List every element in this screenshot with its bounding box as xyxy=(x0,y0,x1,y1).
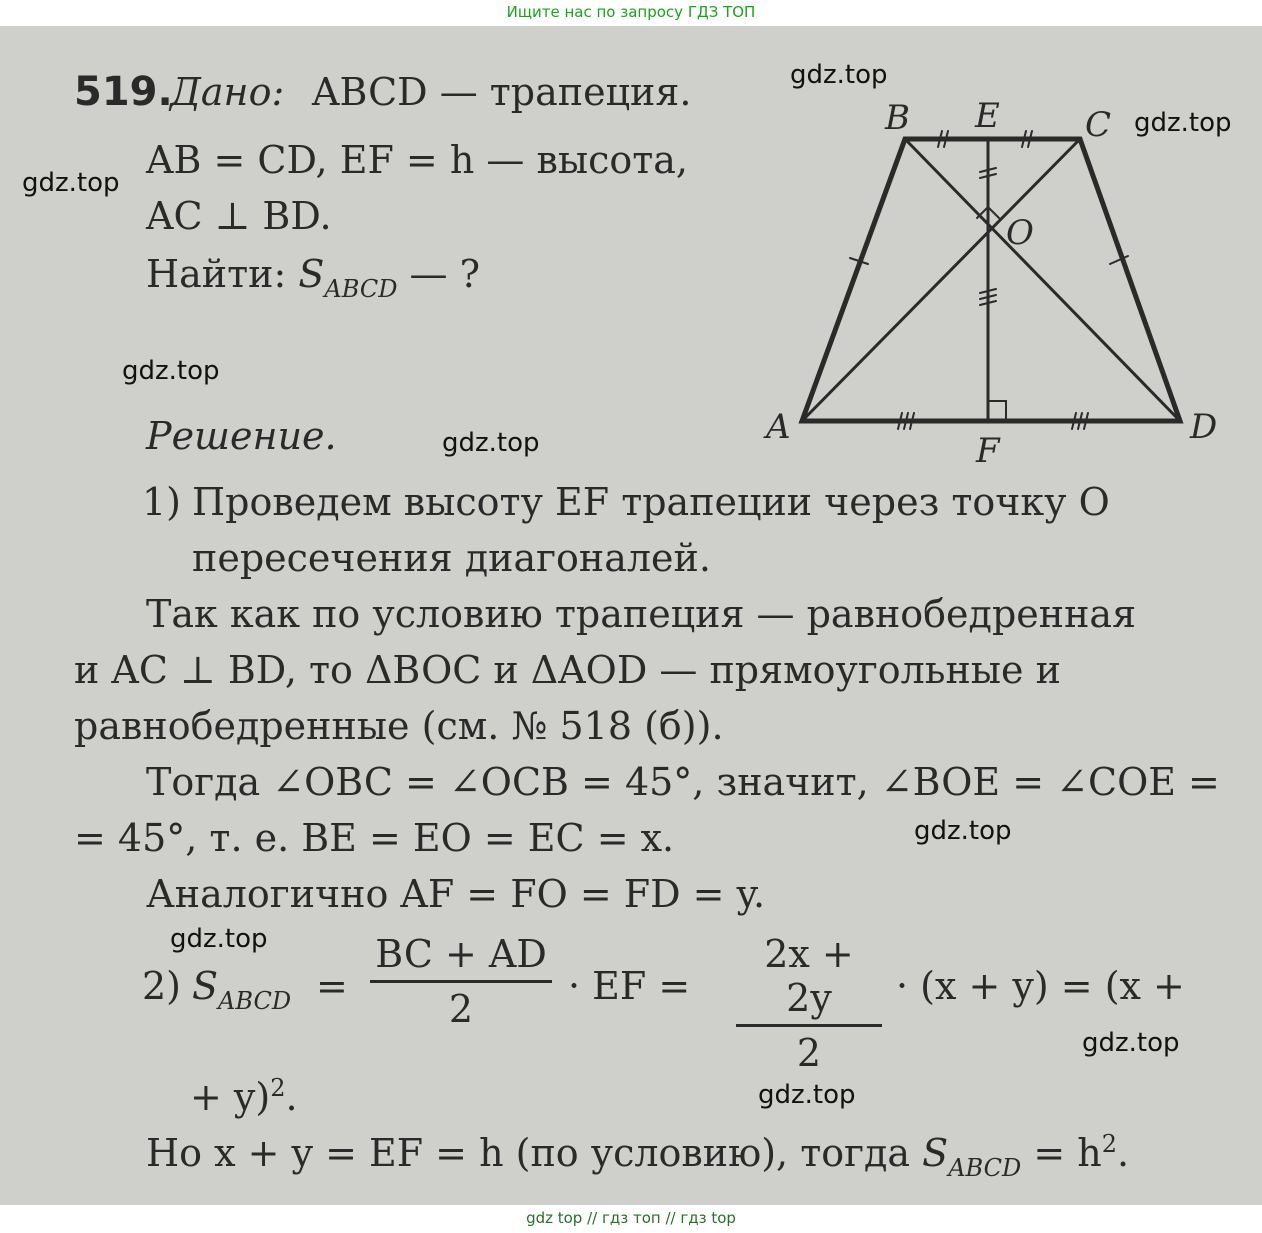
para-1-line-1: Так как по условию трапеция — равнобедренная xyxy=(146,592,1137,636)
problem-number: 519. xyxy=(74,69,173,115)
step-2-s-sub: ABCD xyxy=(218,987,292,1015)
label-e: E xyxy=(975,96,1000,136)
label-f: F xyxy=(976,431,1000,471)
bottom-banner[interactable]: gdz top // гдз топ // гдз top xyxy=(526,1209,736,1227)
trapezoid-outline xyxy=(802,139,1180,421)
right-angle-f xyxy=(988,401,1006,421)
diagonal-bd xyxy=(905,139,1180,421)
watermark: gdz.top xyxy=(914,816,1012,846)
step-2-line-2 xyxy=(190,1066,298,1119)
fraction-1-bar xyxy=(370,980,552,983)
watermark: gdz.top xyxy=(758,1080,856,1110)
ticks-af xyxy=(898,413,914,429)
watermark: gdz.top xyxy=(1082,1028,1180,1058)
fraction-2 xyxy=(736,932,882,1075)
watermark: gdz.top xyxy=(170,924,268,954)
top-banner[interactable]: Ищите нас по запросу ГДЗ ТОП xyxy=(506,3,756,21)
find-sub: ABCD xyxy=(324,275,398,303)
watermark: gdz.top xyxy=(122,356,220,386)
final-eq: = h xyxy=(1021,1131,1102,1175)
watermark: gdz.top xyxy=(442,428,540,458)
ticks-fd xyxy=(1072,413,1088,429)
label-c: C xyxy=(1085,105,1112,145)
label-d: D xyxy=(1190,407,1218,447)
given-line-3: AC ⊥ BD. xyxy=(146,194,332,238)
label-o: O xyxy=(1006,213,1034,253)
step-2-s-letter: S xyxy=(192,964,219,1008)
step-2-middle: · EF = xyxy=(568,964,691,1008)
find-label: Найти: xyxy=(146,252,287,296)
fraction-1 xyxy=(370,932,552,1031)
label-b: B xyxy=(885,98,910,138)
fraction-1-denominator: 2 xyxy=(448,987,474,1031)
textbook-page xyxy=(0,26,1262,1205)
fraction-1-numerator: BC + AD xyxy=(375,932,547,976)
final-dot: . xyxy=(1117,1131,1130,1175)
para-1-line-2: и AC ⊥ BD, то ΔBOC и ΔAOD — прямоугольные и xyxy=(74,648,1061,692)
find-tail: — ? xyxy=(409,252,480,296)
para-2-line-1: Тогда ∠OBC = ∠OCB = 45°, значит, ∠BOE = ∠COE = xyxy=(146,760,1220,804)
fraction-2-denominator: 2 xyxy=(796,1031,822,1075)
fraction-2-numerator: 2x + 2y xyxy=(764,932,854,1020)
ticks-fo xyxy=(980,289,996,305)
step-2-tail: · (x + y) = (x + xyxy=(896,964,1185,1008)
diagonal-ac xyxy=(802,139,1080,421)
final-s: S xyxy=(922,1131,949,1175)
fraction-2-bar xyxy=(736,1024,882,1027)
para-3-line-1: Аналогично AF = FO = FD = y. xyxy=(146,872,766,916)
step-2-number: 2) xyxy=(142,964,182,1008)
final-sup: 2 xyxy=(1101,1130,1117,1158)
step-1-line-2: пересечения диагоналей. xyxy=(192,536,711,580)
watermark: gdz.top xyxy=(790,60,888,90)
step-2-equals: = xyxy=(316,964,348,1008)
step-2-line-2-text: + y) xyxy=(190,1075,271,1119)
solution-heading: Решение. xyxy=(146,414,337,458)
final-line xyxy=(146,1122,1129,1190)
step-2-line-2-dot: . xyxy=(285,1075,298,1119)
watermark: gdz.top xyxy=(1134,108,1232,138)
watermark: gdz.top xyxy=(22,168,120,198)
step-2-line-2-sup: 2 xyxy=(270,1074,286,1102)
given-line-2: AB = CD, EF = h — высота, xyxy=(146,138,689,182)
find-s: S xyxy=(298,252,325,296)
para-2-line-2: = 45°, т. е. BE = EO = EC = x. xyxy=(74,816,675,860)
final-head: Но x + y = EF = h (по условию), тогда xyxy=(146,1131,923,1175)
given-label: Дано: xyxy=(170,70,285,114)
step-2-s xyxy=(192,964,291,1023)
label-a: A xyxy=(766,407,791,447)
para-1-line-3: равнобедренные (см. № 518 (б)). xyxy=(74,704,724,748)
step-1-number: 1) xyxy=(142,480,182,524)
final-sub: ABCD xyxy=(948,1154,1022,1182)
step-1-line-1: Проведем высоту EF трапеции через точку O xyxy=(192,480,1110,524)
given-line-1: ABCD — трапеция. xyxy=(312,70,692,114)
